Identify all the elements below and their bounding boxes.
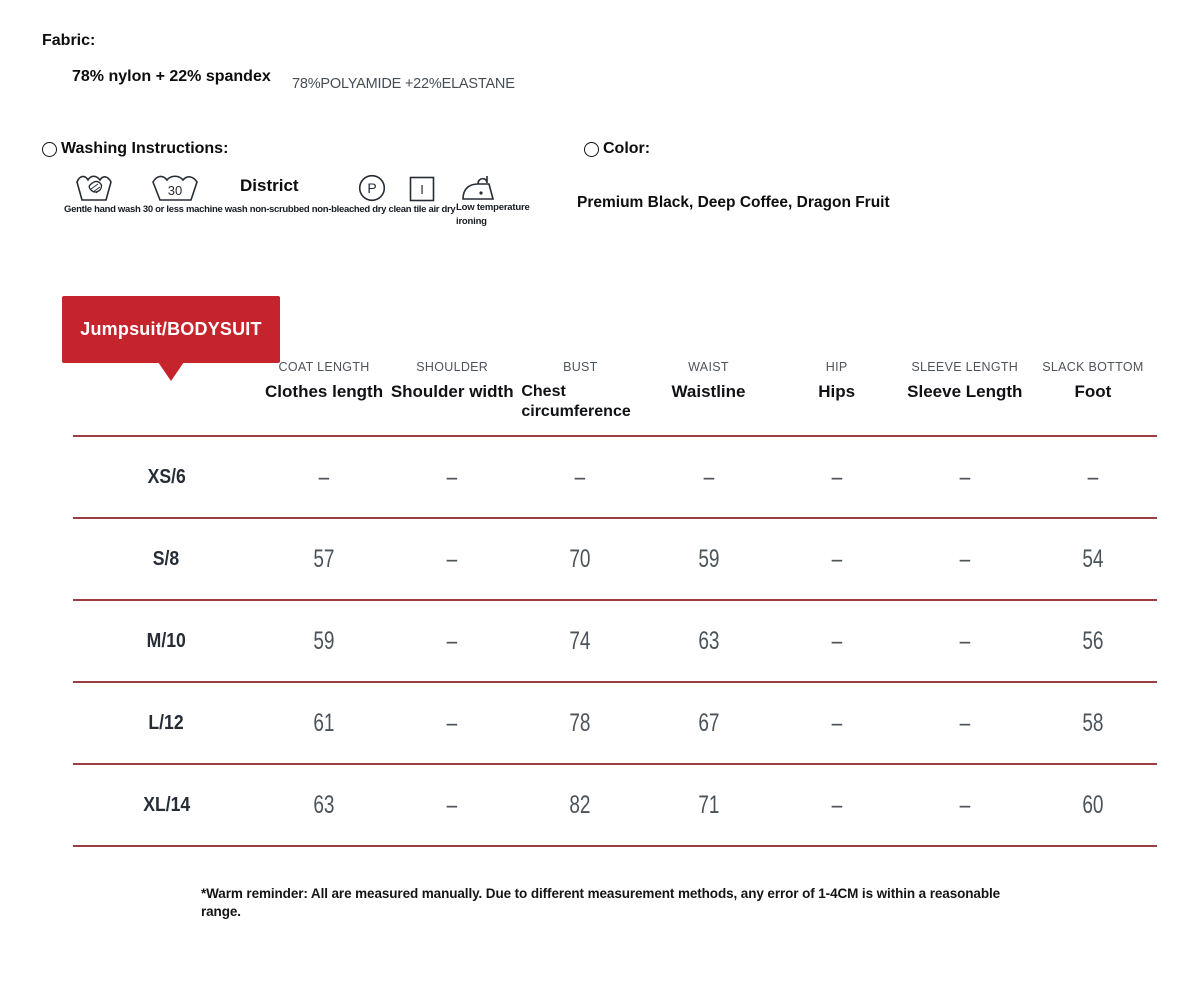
category-badge <box>62 296 280 363</box>
circle-bullet-icon <box>42 142 57 157</box>
cell-value: 59 <box>313 626 335 655</box>
table-header-spacer <box>73 357 260 435</box>
column-header-slack-bottom: SLACK BOTTOM Foot <box>1042 360 1144 401</box>
cell-value: 70 <box>569 544 591 573</box>
machine-wash-30-icon <box>152 172 198 202</box>
column-header-coat-length: COAT LENGTH Clothes length <box>265 360 384 401</box>
cell-value: 61 <box>313 708 335 737</box>
column-header-hip: HIP Hips <box>818 360 856 401</box>
svg-text:I: I <box>420 182 424 197</box>
cell-value: – <box>318 462 330 491</box>
cell-value: 56 <box>1082 626 1104 655</box>
fabric-composition-intl: 78%POLYAMIDE +22%ELASTANE <box>292 76 515 92</box>
size-chart-table <box>73 357 1157 847</box>
cell-value: 82 <box>569 790 591 819</box>
cell-value: 67 <box>697 708 720 737</box>
svg-text:P: P <box>367 180 377 196</box>
warm-reminder-note: *Warm reminder: All are measured manually. Due to different measurement methods, any error of 1-4CM is within a reasonable range. <box>201 886 1001 920</box>
size-label: XL/14 <box>143 793 190 816</box>
cell-value: 54 <box>1082 544 1104 573</box>
cell-value: – <box>831 626 842 655</box>
size-label: S/8 <box>153 547 180 570</box>
cell-value: – <box>1087 462 1099 491</box>
table-body <box>73 435 1157 847</box>
circle-bullet-icon <box>584 142 599 157</box>
table-row <box>73 437 1157 519</box>
cell-value: – <box>703 462 714 491</box>
table-row <box>73 765 1157 847</box>
cell-value: 63 <box>697 626 720 655</box>
column-header-bust: BUST Chest circumference <box>521 360 631 420</box>
cell-value: – <box>959 790 971 819</box>
cell-value: – <box>959 544 971 573</box>
cell-value: – <box>831 790 842 819</box>
cell-value: 78 <box>569 708 591 737</box>
cell-value: – <box>446 544 458 573</box>
cell-value: 74 <box>569 626 591 655</box>
cell-value: – <box>831 462 842 491</box>
cell-value: – <box>446 708 458 737</box>
washing-heading-label: Washing Instructions: <box>61 140 229 157</box>
cell-value: – <box>959 626 971 655</box>
category-badge-label: Jumpsuit/BODYSUIT <box>80 319 262 339</box>
cell-value: – <box>831 544 842 573</box>
column-header-waist: WAIST Waistline <box>671 360 746 401</box>
fabric-heading: Fabric: <box>42 32 96 49</box>
cell-value: – <box>446 462 458 491</box>
dry-clean-p-icon <box>358 174 386 202</box>
washing-caption: Gentle hand wash 30 or less machine wash non-scrubbed non-bleached dry clean tile air dry <box>64 204 456 215</box>
cell-value: – <box>959 462 971 491</box>
cell-value: 58 <box>1082 708 1104 737</box>
cell-value: – <box>446 626 458 655</box>
iron-icon <box>460 174 498 202</box>
cell-value: – <box>446 790 458 819</box>
color-heading <box>584 140 650 158</box>
column-header-sleeve-length: SLEEVE LENGTH Sleeve Length <box>907 360 1023 401</box>
size-label: L/12 <box>148 711 185 734</box>
cell-value: 60 <box>1082 790 1104 819</box>
svg-text:30: 30 <box>167 183 183 198</box>
fabric-composition-en: 78% nylon + 22% spandex <box>72 68 271 85</box>
drip-dry-icon <box>409 176 435 202</box>
iron-caption: Low temperature ironing <box>456 202 530 227</box>
cell-value: 57 <box>313 544 335 573</box>
table-row <box>73 683 1157 765</box>
cell-value: 71 <box>697 790 720 819</box>
size-label: M/10 <box>146 629 187 652</box>
column-header-shoulder: SHOULDER Shoulder width <box>390 360 514 401</box>
color-values: Premium Black, Deep Coffee, Dragon Fruit <box>577 194 890 211</box>
washing-heading <box>42 140 228 158</box>
cell-value: – <box>959 708 971 737</box>
hand-wash-icon <box>76 172 112 202</box>
table-header-row <box>73 357 1157 435</box>
cell-value: 59 <box>697 544 720 573</box>
size-label: XS/6 <box>147 465 186 488</box>
cell-value: – <box>831 708 842 737</box>
cell-value: – <box>575 462 586 491</box>
table-row <box>73 519 1157 601</box>
cell-value: 63 <box>313 790 335 819</box>
color-heading-label: Color: <box>603 140 651 157</box>
table-row <box>73 601 1157 683</box>
district-label: District <box>240 176 299 195</box>
